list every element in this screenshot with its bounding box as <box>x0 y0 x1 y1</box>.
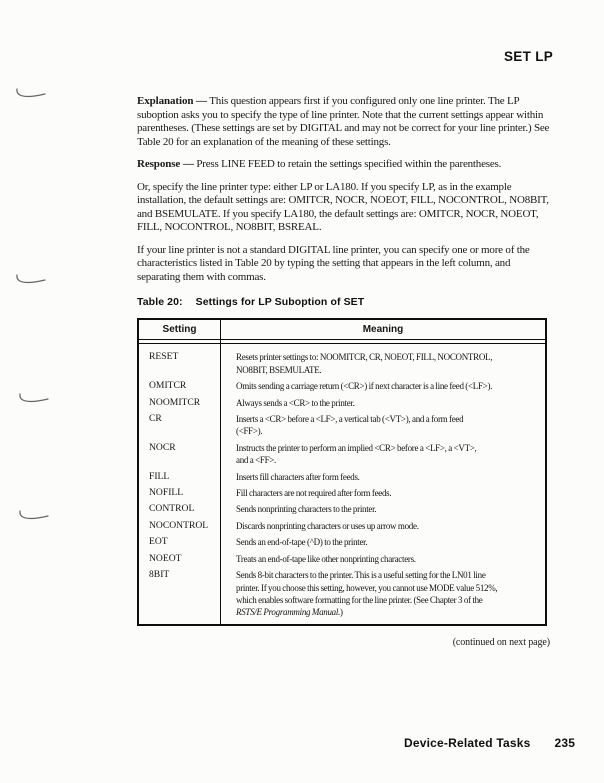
setting-cell: OMITCR <box>138 378 221 394</box>
setting-cell: RESET <box>138 344 221 378</box>
table-row <box>138 378 546 394</box>
table-row <box>138 395 546 411</box>
setting-cell: NOOMITCR <box>138 395 221 411</box>
table-row <box>138 440 546 469</box>
pen-swash-icon <box>15 391 51 409</box>
paragraph-nonstandard-printer <box>137 244 551 285</box>
column-header-setting: Setting <box>138 319 221 340</box>
pen-swash-icon <box>12 272 48 290</box>
meaning-cell: Always sends a <CR> to the printer. <box>236 397 355 408</box>
setting-cell: NOEOT <box>138 551 221 567</box>
paragraph-body: This question appears first if you configured only one line printer. The LP suboption asks you to specify the type of line printer. Note that the current settings appear within parentheses. (These settings are set by DIGITAL and may not be correct for your line printer.) See Table 20 for an explanation of the meaning of these settings. <box>137 95 550 148</box>
meaning-cell: Treats an end-of-tape like other nonprinting characters. <box>236 553 416 564</box>
meaning-cell: Sends an end-of-tape (^D) to the printer. <box>236 537 368 548</box>
table-row <box>138 567 546 625</box>
meaning-cell: Inserts fill characters after form feeds. <box>236 471 360 482</box>
setting-cell: NOCONTROL <box>138 518 221 534</box>
paragraph-lead: Response — <box>137 158 194 170</box>
setting-cell: NOCR <box>138 440 221 469</box>
setting-cell: CONTROL <box>138 501 221 517</box>
footer-page-number: 235 <box>554 736 576 750</box>
continued-note: (continued on next page) <box>452 636 550 648</box>
paragraph-lead: Explanation — <box>137 95 207 107</box>
setting-cell: 8BIT <box>138 567 221 625</box>
setting-cell: EOT <box>138 534 221 550</box>
lp-settings-table <box>137 318 547 626</box>
table-row <box>138 411 546 440</box>
paragraph-explanation <box>137 95 551 149</box>
table-body <box>138 344 546 625</box>
meaning-cell: Fill characters are not required after form feeds. <box>236 488 392 499</box>
meaning-cell: Discards nonprinting characters or uses up arrow mode. <box>236 520 419 531</box>
running-head: SET LP <box>504 49 554 64</box>
table-row <box>138 469 546 485</box>
paragraph-body: Or, specify the line printer type: either LP or LA180. If you specify LP, as in the example installation, the default settings are: OMITCR, NOCR, NOEOT, FILL, NOCONTROL, NO8BIT, and BSEMULATE. If you specify LA180, the default settings are: OMITCR, NOCR, NOEOT, FILL, NOCONTROL, NO8BIT, BSREAL. <box>137 180 549 233</box>
table-caption <box>137 296 551 308</box>
meaning-cell: Omits sending a carriage return (<CR>) if next character is a line feed (<LF>). <box>236 381 493 392</box>
table-row <box>138 551 546 567</box>
table-caption-label: Table 20: <box>137 296 183 308</box>
table-row <box>138 534 546 550</box>
paragraph-body: Press LINE FEED to retain the settings specified within the parentheses. <box>196 158 502 170</box>
table-row <box>138 501 546 517</box>
meaning-cell: Inserts a <CR> before a <LF>, a vertical tab (<VT>), and a form feed (<FF>). <box>236 414 464 437</box>
meaning-cell: Sends nonprinting characters to the printer. <box>236 504 377 515</box>
paragraph-response <box>137 158 551 172</box>
footer-section-title: Device-Related Tasks <box>404 736 531 750</box>
table-row <box>138 485 546 501</box>
setting-cell: FILL <box>138 469 221 485</box>
paragraph-body: If your line printer is not a standard DIGITAL line printer, you can specify one or more of the characteristics listed in Table 20 by typing the setting that appears in the left column, and separating them with commas. <box>137 243 530 283</box>
paragraph-specify-type <box>137 181 551 235</box>
table-row <box>138 518 546 534</box>
table-row <box>138 344 546 378</box>
pen-swash-icon <box>12 86 48 104</box>
table-header-row <box>138 319 546 340</box>
meaning-cell: Resets printer settings to: NOOMITCR, CR, NOEOT, FILL, NOCONTROL, NO8BIT, BSEMULATE. <box>236 352 493 375</box>
meaning-cell: Sends 8-bit characters to the printer. This is a useful setting for the LN01 line printer. If you choose this setting, however, you cannot use MODE value 512%, which enables software formatting for the line printer. (See Chapter 3 of the RSTS/E Programming Manual.) <box>236 570 498 618</box>
pen-swash-icon <box>15 508 51 526</box>
page-footer <box>404 736 575 750</box>
setting-cell: CR <box>138 411 221 440</box>
table-caption-title: Settings for LP Suboption of SET <box>195 296 365 308</box>
setting-cell: NOFILL <box>138 485 221 501</box>
text-column <box>137 0 554 648</box>
meaning-cell: Instructs the printer to perform an implied <CR> before a <LF>, a <VT>, and a <FF>. <box>236 442 477 466</box>
column-header-meaning: Meaning <box>221 319 547 340</box>
